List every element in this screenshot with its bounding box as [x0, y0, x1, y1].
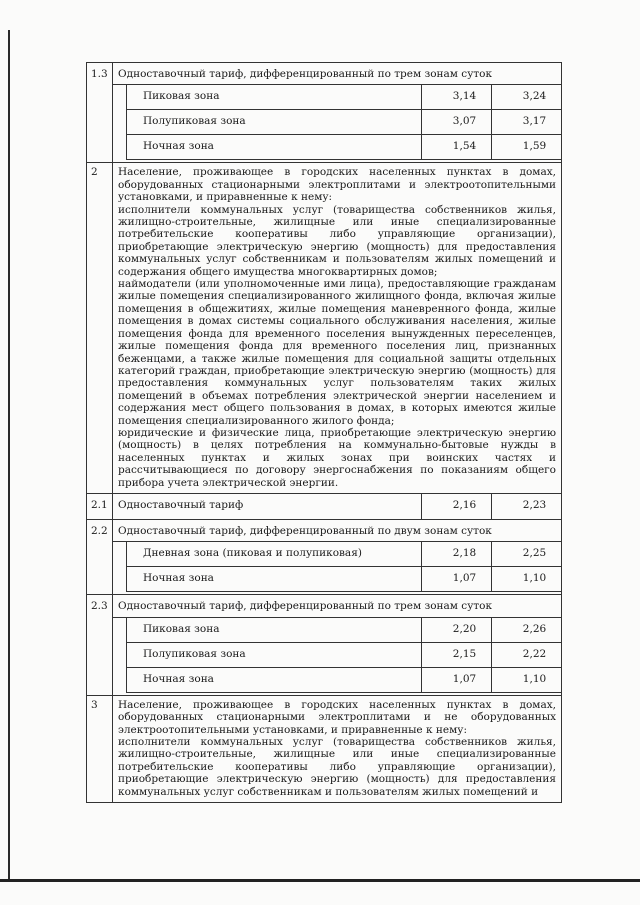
zone-row — [87, 542, 562, 567]
zone-name: Дневная зона (пиковая и полупиковая) — [127, 542, 422, 567]
tariff-value-2: 1,10 — [492, 567, 562, 592]
zone-row — [87, 110, 562, 135]
row-number: 2.3 — [87, 595, 113, 695]
description-paragraph: наймодатели (или уполномоченные ими лица), предоставляющие гражданам жилые помещения специализированного жилищного фонда, включая жилые помещения в общежитиях, жилые помещения маневренного фонда, жилые помещения в домах системы социального обслуживания населения, жилые помещения фонда для временного поселения вынужденных переселенцев, жилые помещения фонда для временного поселения лиц, признанных беженцами, а также жилые помещения для социальной защиты отдельных категорий граждан, приобретающие электрическую энергию (мощность) для предоставления коммунальных услуг пользователям таких жилых помещений в объемах потребления электрической энергии населением и содержания мест общего пользования в домах, в которых имеются жилые помещения специализированного жилого фонда; — [118, 278, 556, 427]
zone-row — [87, 642, 562, 667]
row-number: 3 — [87, 695, 113, 802]
description-paragraph: исполнители коммунальных услуг (товарищества собственников жилья, жилищно-строительные, жилищные или иные специализированные потребительские кооперативы либо управляющие организации), приобретающие электрическую энергию (мощность) для предоставления коммунальных услуг собственникам и пользователям жилых помещений и содержания общего имущества многоквартирных домов; — [118, 203, 556, 278]
tariff-title: Одноставочный тариф, дифференцированный по трем зонам суток — [113, 595, 562, 617]
zone-row — [87, 567, 562, 592]
tariff-value-1: 1,07 — [422, 567, 492, 592]
row-number: 2.2 — [87, 519, 113, 594]
description-paragraph: Население, проживающее в городских населенных пунктах в домах, оборудованных стационарными электроплитами и не оборудованных электроотопительными установками, и приравненные к нему: — [118, 698, 556, 736]
zone-name: Ночная зона — [127, 667, 422, 692]
tariff-value-2: 1,10 — [492, 667, 562, 692]
zone-name: Пиковая зона — [127, 85, 422, 110]
zone-name: Ночная зона — [127, 567, 422, 592]
tariff-value-2: 1,59 — [492, 135, 562, 160]
scan-left-edge — [8, 30, 10, 880]
description-paragraph: Население, проживающее в городских населенных пунктах в домах, оборудованных стационарными электроплитами и электроотопительными установками, и приравненные к нему: — [118, 166, 556, 204]
tariff-title: Одноставочный тариф — [113, 493, 422, 519]
tariff-value-1: 2,15 — [422, 642, 492, 667]
tariff-value-1: 3,14 — [422, 85, 492, 110]
tariff-value-1: 2,16 — [422, 493, 492, 519]
description-paragraph: исполнители коммунальных услуг (товарищества собственников жилья, жилищно-строительные, жилищные или иные специализированные потребительские кооперативы либо управляющие организации), приобретающие электрическую энергию (мощность) для предоставления коммунальных услуг собственникам и пользователям жилых помещений и — [118, 736, 556, 798]
consumer-description — [113, 163, 562, 494]
tariff-title: Одноставочный тариф, дифференцированный по двум зонам суток — [113, 519, 562, 541]
zone-name: Пиковая зона — [127, 617, 422, 642]
row-1-3-heading — [87, 63, 562, 85]
tariff-table — [86, 62, 562, 803]
zone-row — [87, 135, 562, 160]
row-2-2-heading — [87, 519, 562, 541]
zone-row — [87, 85, 562, 110]
row-number: 2.1 — [87, 493, 113, 519]
row-number: 2 — [87, 163, 113, 494]
zone-row — [87, 617, 562, 642]
tariff-value-1: 2,20 — [422, 617, 492, 642]
row-3-description — [87, 695, 562, 802]
tariff-value-2: 3,17 — [492, 110, 562, 135]
zone-name: Полупиковая зона — [127, 110, 422, 135]
consumer-description — [113, 695, 562, 802]
row-2-description — [87, 163, 562, 494]
tariff-value-2: 2,25 — [492, 542, 562, 567]
zone-name: Ночная зона — [127, 135, 422, 160]
tariff-value-1: 3,07 — [422, 110, 492, 135]
zone-name: Полупиковая зона — [127, 642, 422, 667]
zone-row — [87, 667, 562, 692]
tariff-value-2: 2,26 — [492, 617, 562, 642]
description-paragraph: юридические и физические лица, приобретающие электрическую энергию (мощность) в целях потребления на коммунально-бытовые нужды в населенных пунктах и жилых зонах при воинских частях и рассчитывающиеся по договору энергоснабжения по показаниям общего прибора учета электрической энергии. — [118, 426, 556, 489]
tariff-value-1: 1,07 — [422, 667, 492, 692]
tariff-value-1: 2,18 — [422, 542, 492, 567]
row-2-1 — [87, 493, 562, 519]
row-number: 1.3 — [87, 63, 113, 163]
tariff-value-1: 1,54 — [422, 135, 492, 160]
tariff-value-2: 2,23 — [492, 493, 562, 519]
row-2-3-heading — [87, 595, 562, 617]
tariff-value-2: 2,22 — [492, 642, 562, 667]
tariff-title: Одноставочный тариф, дифференцированный по трем зонам суток — [113, 63, 562, 85]
tariff-value-2: 3,24 — [492, 85, 562, 110]
scan-bottom-edge — [0, 879, 640, 882]
